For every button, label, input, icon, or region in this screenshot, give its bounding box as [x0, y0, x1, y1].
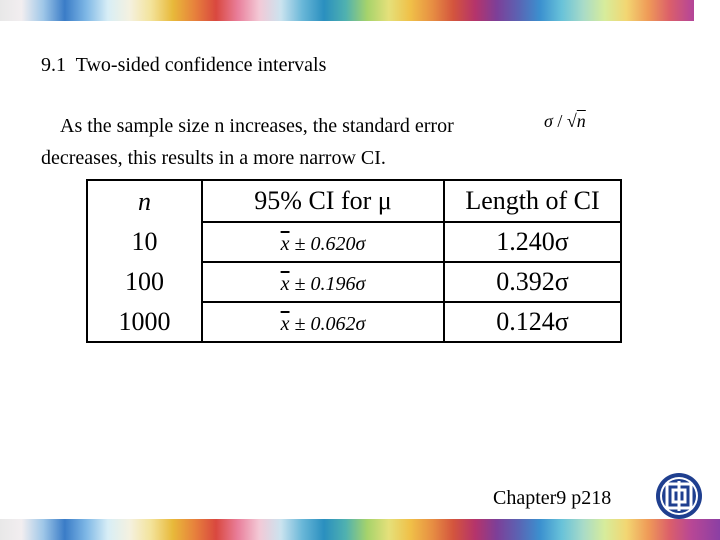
table-row — [87, 262, 621, 302]
table-header-row — [87, 180, 621, 222]
cell-ci — [202, 222, 444, 262]
slide-title: 9.1 Two-sided confidence intervals — [41, 54, 327, 76]
chapter-footer: Chapter9 p218 — [493, 487, 612, 509]
ci-tail: ± 0.196σ — [289, 273, 366, 295]
header-n: n — [138, 186, 151, 216]
cell-length: 0.392σ — [444, 262, 621, 302]
bottom-color-band — [0, 519, 720, 540]
paragraph-line-2: decreases, this results in a more narrow CI. — [41, 147, 386, 169]
table-row — [87, 222, 621, 262]
cell-n: 100 — [125, 267, 164, 296]
sqrt-symbol: √ — [566, 111, 577, 131]
slash-symbol: / — [552, 111, 567, 131]
cell-n: 1000 — [118, 306, 171, 336]
paragraph-line-1: As the sample size n increases, the standard error — [60, 115, 454, 137]
cell-ci — [202, 262, 444, 302]
ci-table — [86, 179, 622, 343]
xbar-symbol: $\overline{x}$ — [280, 313, 290, 335]
cell-ci — [202, 302, 444, 342]
ci-tail: ± 0.620σ — [289, 233, 366, 255]
cell-n: 10 — [131, 227, 158, 256]
university-seal-icon — [655, 472, 703, 520]
cell-length: 1.240σ — [444, 222, 621, 262]
standard-error-formula — [544, 111, 586, 132]
slide-paragraph — [41, 110, 601, 174]
top-color-band — [0, 0, 720, 21]
n-symbol: n — [576, 111, 586, 131]
header-ci: 95% CI for μ — [202, 180, 444, 222]
xbar-symbol: $\overline{x}$ — [280, 273, 290, 295]
header-length: Length of CI — [444, 180, 621, 222]
sigma-symbol: σ — [544, 111, 553, 131]
cell-length: 0.124σ — [496, 307, 569, 336]
ci-tail: ± 0.062σ — [289, 313, 366, 335]
table-row — [87, 302, 621, 342]
xbar-symbol: $\overline{x}$ — [280, 233, 290, 255]
